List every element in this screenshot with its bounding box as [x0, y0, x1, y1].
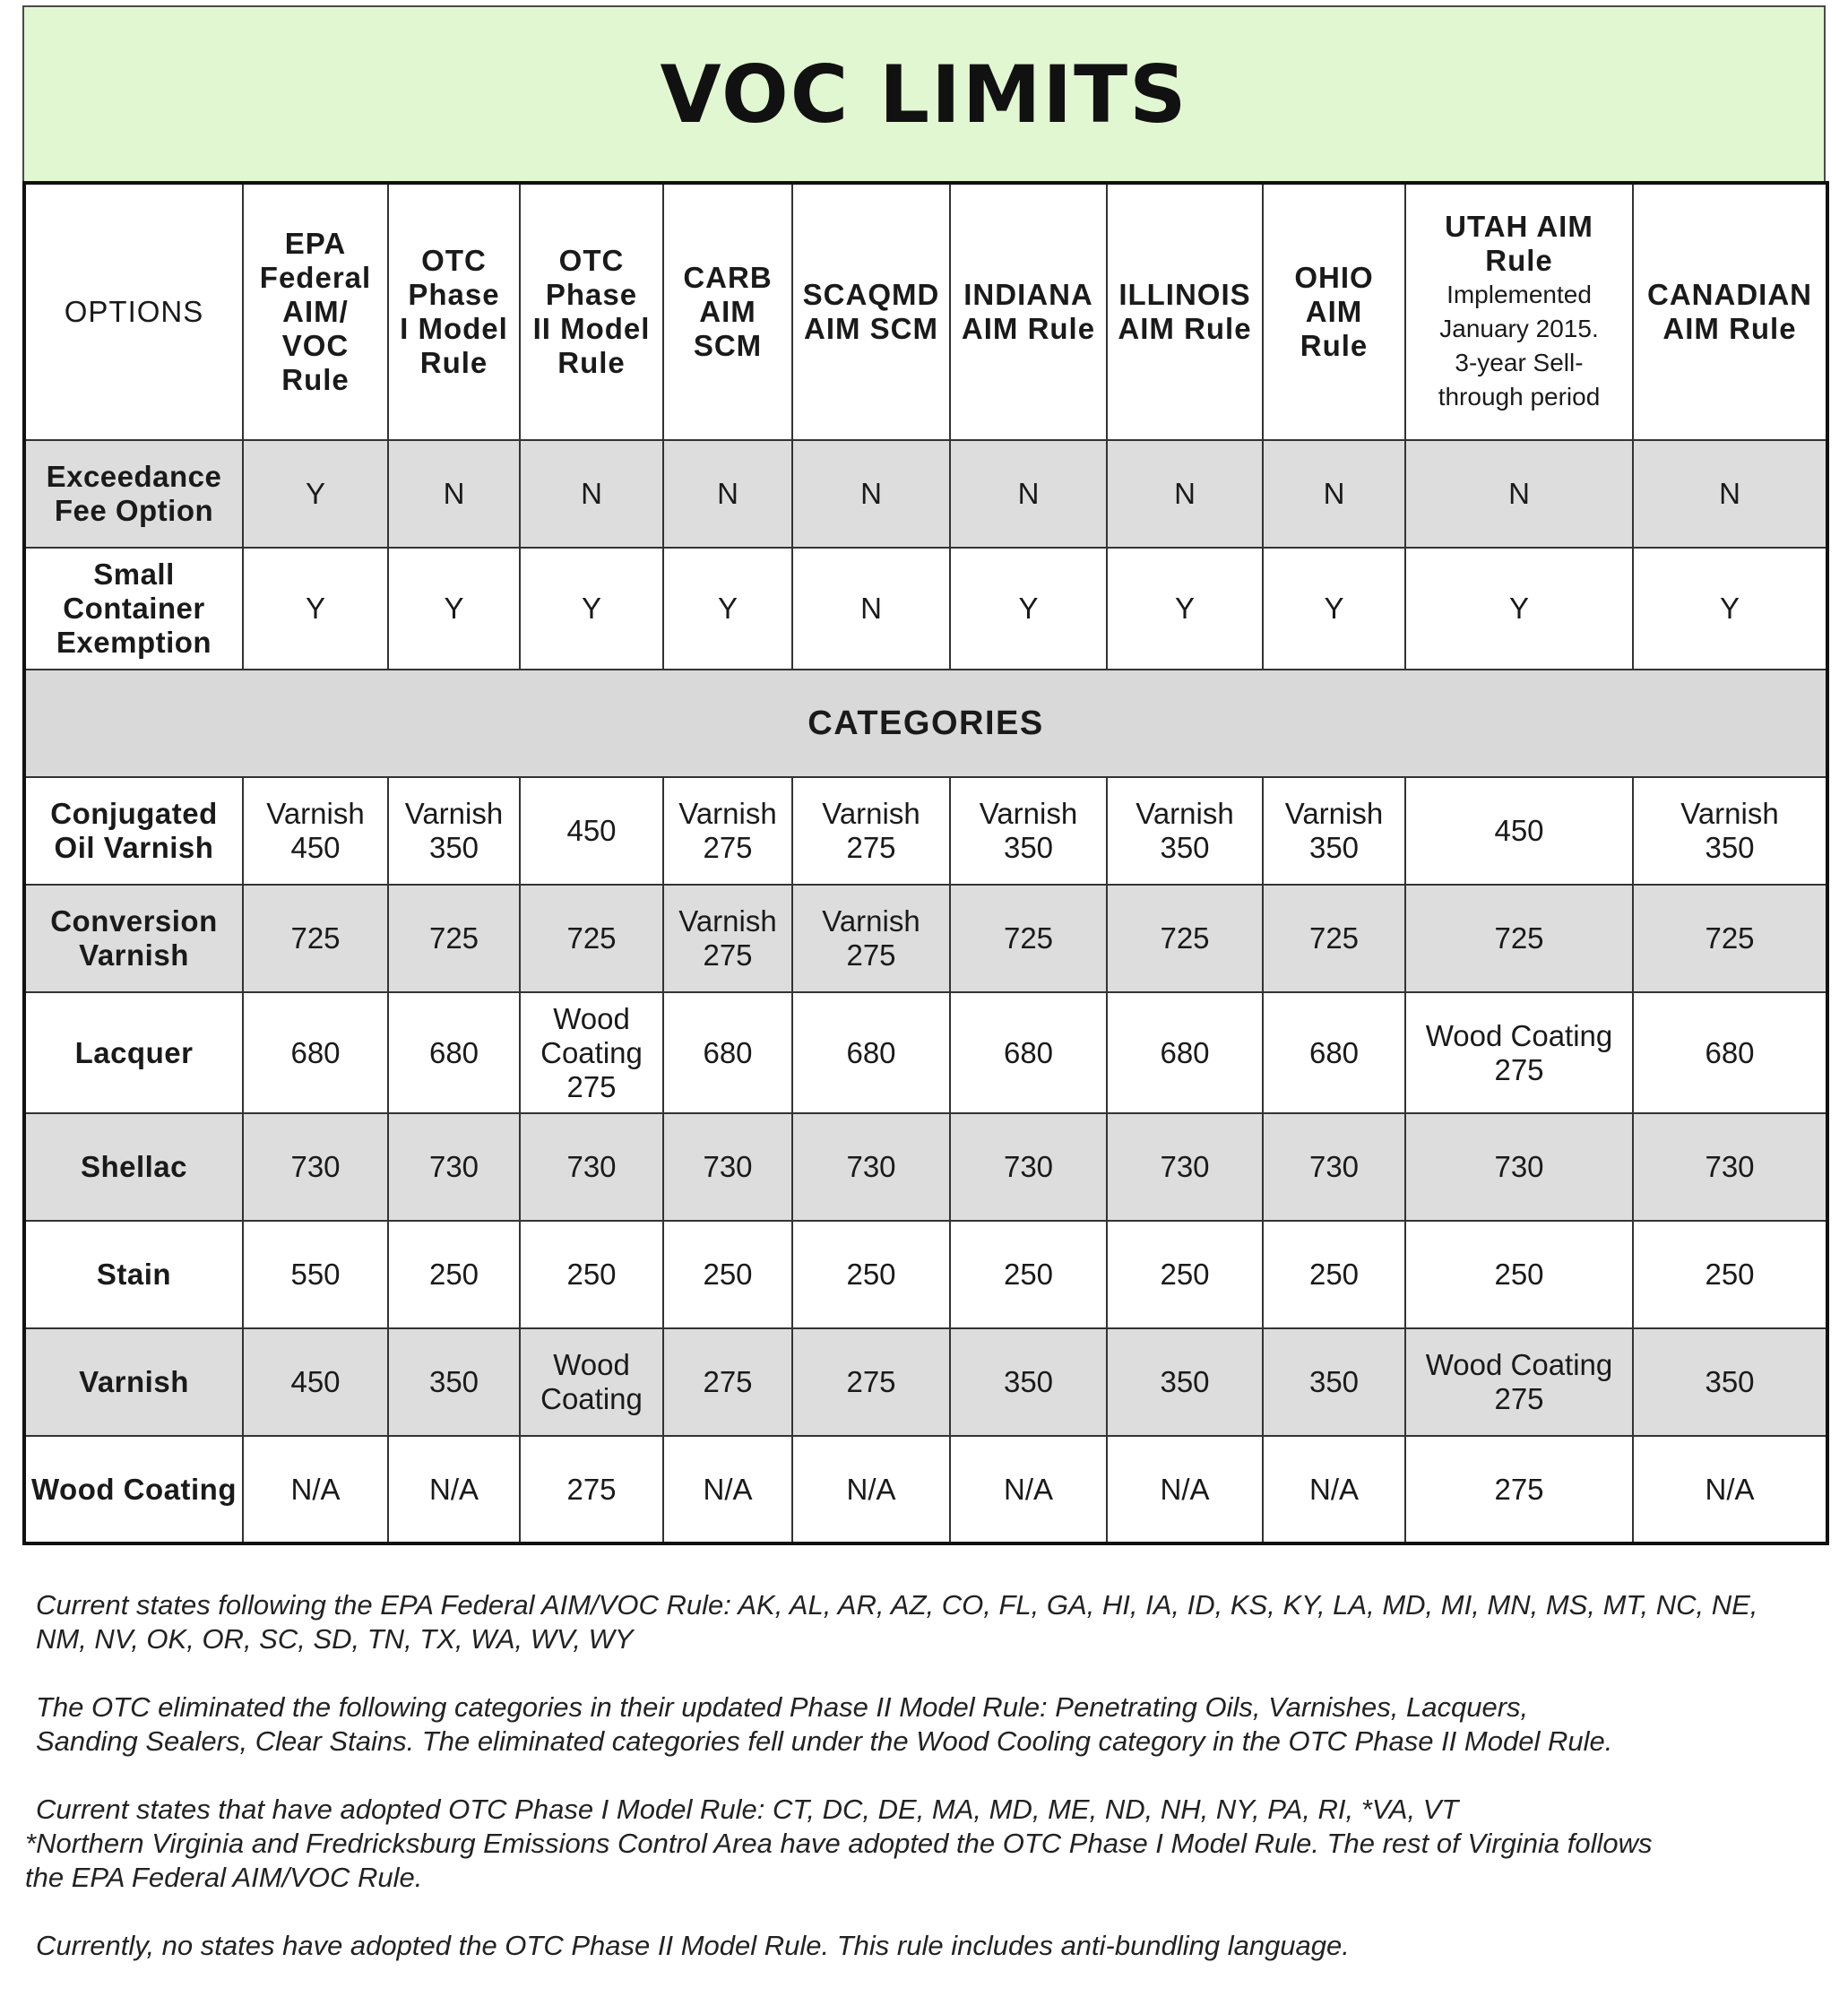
- cell-value: N/A: [1705, 1472, 1755, 1506]
- cell-value: 250: [428, 1258, 479, 1291]
- cell-value: 275: [566, 1472, 617, 1506]
- cell-value: 725: [290, 921, 341, 955]
- cell-value: 730: [566, 1150, 617, 1183]
- table-cell: [663, 440, 792, 548]
- categories-header: CATEGORIES: [24, 670, 1827, 777]
- cell-value: Y: [1174, 592, 1195, 625]
- category-row-lacquer: [24, 992, 1827, 1113]
- cell-value: Y: [717, 592, 738, 625]
- cell-value: Y: [1324, 592, 1344, 625]
- option-row-small-container: [24, 548, 1827, 670]
- column-header: [388, 183, 520, 440]
- table-cell: [243, 885, 388, 992]
- table-cell: [1263, 992, 1405, 1113]
- page-title: VOC LIMITS: [660, 48, 1188, 141]
- column-header: [950, 183, 1107, 440]
- cell-value: Y: [305, 592, 325, 625]
- table-cell: [1405, 1328, 1633, 1436]
- cell-value: N: [717, 477, 738, 510]
- cell-value: 730: [290, 1150, 341, 1183]
- table-cell: [243, 777, 388, 885]
- table-cell: [1263, 1221, 1405, 1328]
- column-header-title: OHIO AIM Rule: [1294, 261, 1374, 362]
- table-cell: [1107, 548, 1263, 670]
- note-otc-phase-2-eliminated: The OTC eliminated the following categories in their updated Phase II Model Rule: Penetrating Oils, Varnishes, Lacquers, Sanding Sealers, Clear Stains. The eliminated categories fell under the Wood Cooling category in the OTC Phase II Model Rule.: [36, 1691, 1613, 1757]
- cell-value: 730: [428, 1150, 479, 1183]
- cell-value: N: [1174, 477, 1196, 510]
- cell-value: 725: [1494, 921, 1544, 955]
- table-cell: [950, 777, 1107, 885]
- cell-value: Varnish 275: [822, 904, 920, 972]
- cell-value: Varnish 275: [678, 797, 777, 864]
- table-cell: [663, 1221, 792, 1328]
- option-row-exceedance-fee: [24, 440, 1827, 548]
- table-cell: [792, 992, 950, 1113]
- table-cell: [520, 1113, 663, 1221]
- cell-value: Varnish 350: [1136, 797, 1234, 864]
- cell-value: Y: [1018, 592, 1039, 625]
- cell-value: N: [443, 477, 465, 510]
- cell-value: N/A: [703, 1472, 753, 1506]
- cell-value: 730: [1003, 1150, 1054, 1183]
- cell-value: 730: [1160, 1150, 1210, 1183]
- table-cell: [663, 885, 792, 992]
- voc-limits-table: [22, 181, 1829, 1545]
- cell-value: 350: [1160, 1365, 1210, 1398]
- table-cell: [1107, 1436, 1263, 1543]
- cell-value: 730: [703, 1150, 753, 1183]
- cell-value: Varnish 350: [979, 797, 1078, 864]
- table-cell: [950, 548, 1107, 670]
- column-header-title: OTC Phase I Model Rule: [400, 244, 508, 379]
- table-cell: [950, 1328, 1107, 1436]
- cell-value: 250: [1308, 1258, 1360, 1291]
- table-cell: [1633, 1221, 1827, 1328]
- column-header: [520, 183, 663, 440]
- cell-value: 275: [1494, 1472, 1544, 1506]
- cell-value: Y: [305, 477, 325, 510]
- table-cell: [243, 548, 388, 670]
- cell-value: N/A: [1160, 1472, 1210, 1506]
- table-cell: [388, 1436, 520, 1543]
- table-cell: [1405, 885, 1633, 992]
- table-cell: [1633, 885, 1827, 992]
- column-header-title: OTC Phase II Model Rule: [532, 244, 651, 379]
- cell-value: 550: [290, 1258, 341, 1291]
- table-cell: [243, 1113, 388, 1221]
- categories-header-row: [24, 670, 1827, 777]
- header-row: [24, 183, 1827, 440]
- table-cell: [1405, 1436, 1633, 1543]
- cell-value: 680: [1003, 1035, 1054, 1069]
- row-label: [24, 548, 243, 670]
- cell-value: Y: [1508, 592, 1529, 625]
- row-label-text: Wood Coating: [30, 1472, 237, 1506]
- table-cell: [663, 1436, 792, 1543]
- table-cell: [243, 992, 388, 1113]
- table-cell: [1633, 1328, 1827, 1436]
- cell-value: N: [1323, 477, 1345, 510]
- table-cell: [792, 1328, 950, 1436]
- cell-value: Wood Coating 275: [1425, 1018, 1613, 1086]
- cell-value: N: [1508, 477, 1530, 510]
- table-cell: [520, 992, 663, 1113]
- table-cell: [1263, 1328, 1405, 1436]
- column-header: [243, 183, 388, 440]
- cell-value: Wood Coating 275: [1425, 1348, 1613, 1415]
- row-label-text: Lacquer: [74, 1035, 194, 1069]
- cell-value: 730: [1494, 1150, 1544, 1183]
- category-row-conversion-varnish: [24, 885, 1827, 992]
- category-row-varnish: [24, 1328, 1827, 1436]
- column-header: [663, 183, 792, 440]
- row-label-text: Conjugated Oil Varnish: [50, 797, 218, 864]
- table-cell: [792, 1113, 950, 1221]
- cell-value: Varnish 275: [822, 797, 920, 864]
- table-cell: [243, 440, 388, 548]
- table-cell: [1633, 1436, 1827, 1543]
- table-cell: [243, 1436, 388, 1543]
- table-cell: [388, 1113, 520, 1221]
- cell-value: Varnish 450: [266, 797, 365, 864]
- row-label: [24, 1328, 243, 1436]
- column-header-title: EPA Federal AIM/ VOC Rule: [259, 227, 372, 396]
- cell-value: 680: [428, 1035, 479, 1069]
- table-cell: [388, 548, 520, 670]
- category-row-shellac: [24, 1113, 1827, 1221]
- row-label: [24, 777, 243, 885]
- table-cell: [950, 992, 1107, 1113]
- column-header-title: SCAQMD AIM SCM: [802, 278, 940, 345]
- table-cell: [388, 992, 520, 1113]
- table-cell: [1107, 992, 1263, 1113]
- table-cell: [520, 1221, 663, 1328]
- table-cell: [1405, 1113, 1633, 1221]
- column-header-title: CARB AIM SCM: [683, 261, 773, 362]
- table-cell: [1405, 548, 1633, 670]
- row-label: [24, 992, 243, 1113]
- cell-value: 730: [846, 1150, 896, 1183]
- footnotes: [22, 1588, 1826, 1997]
- table-cell: [1107, 1113, 1263, 1221]
- row-label: [24, 1436, 243, 1543]
- note-otc-phase-1-states: Current states that have adopted OTC Phase I Model Rule: CT, DC, DE, MA, MD, ME, ND, NH, NY, PA, RI, *VA, VT: [36, 1794, 1459, 1825]
- table-cell: [1263, 1113, 1405, 1221]
- cell-value: 250: [1705, 1258, 1755, 1291]
- cell-value: Y: [1719, 592, 1740, 625]
- table-cell: [1633, 777, 1827, 885]
- table-cell: [388, 1221, 520, 1328]
- table-cell: [243, 1328, 388, 1436]
- cell-value: N/A: [846, 1472, 896, 1506]
- cell-value: 680: [703, 1035, 753, 1069]
- category-row-stain: [24, 1221, 1827, 1328]
- cell-value: 450: [290, 1365, 341, 1398]
- table-cell: [663, 992, 792, 1113]
- cell-value: 725: [1160, 921, 1210, 955]
- cell-value: N: [1719, 477, 1740, 510]
- table-cell: [520, 777, 663, 885]
- column-header-note: Implemented January 2015. 3-year Sell- through period: [1438, 281, 1601, 411]
- cell-value: 350: [428, 1365, 479, 1398]
- cell-value: Varnish 350: [404, 797, 504, 864]
- cell-value: N: [860, 477, 882, 510]
- cell-value: 250: [703, 1258, 753, 1291]
- cell-value: 680: [290, 1035, 341, 1069]
- column-header-title: CANADIAN AIM Rule: [1647, 278, 1812, 345]
- table-cell: [520, 885, 663, 992]
- table-cell: [520, 1328, 663, 1436]
- cell-value: 250: [1003, 1258, 1054, 1291]
- cell-value: 450: [1494, 814, 1544, 847]
- table-cell: [792, 777, 950, 885]
- options-header: [24, 183, 243, 440]
- cell-value: Varnish 350: [1284, 797, 1384, 864]
- table-cell: [1107, 777, 1263, 885]
- note-epa-states: Current states following the EPA Federal AIM/VOC Rule: AK, AL, AR, AZ, CO, FL, GA, HI, IA, ID, KS, KY, LA, MD, MI, MN, MS, MT, NC, NE, NM, NV, OK, OR, SC, SD, TN, TX, WA, WV, WY: [36, 1589, 1758, 1655]
- table-cell: [950, 1221, 1107, 1328]
- table-cell: [792, 1221, 950, 1328]
- cell-value: 730: [1705, 1150, 1755, 1183]
- column-header-title: INDIANA AIM Rule: [961, 278, 1096, 345]
- cell-value: 725: [1308, 921, 1360, 955]
- cell-value: N/A: [290, 1472, 341, 1506]
- table-cell: [1405, 777, 1633, 885]
- cell-value: Wood Coating: [540, 1348, 643, 1415]
- table-cell: [1633, 992, 1827, 1113]
- table-cell: [1633, 440, 1827, 548]
- row-label: [24, 440, 243, 548]
- cell-value: Y: [444, 592, 464, 625]
- table-cell: [388, 440, 520, 548]
- cell-value: 680: [846, 1035, 896, 1069]
- row-label: [24, 1113, 243, 1221]
- table-cell: [243, 1221, 388, 1328]
- row-label-text: Varnish: [79, 1365, 189, 1398]
- table-cell: [663, 1113, 792, 1221]
- cell-value: 725: [428, 921, 479, 955]
- cell-value: N: [860, 592, 882, 625]
- category-row-wood-coating: [24, 1436, 1827, 1543]
- cell-value: 250: [846, 1258, 896, 1291]
- table-cell: [1107, 885, 1263, 992]
- row-label-text: Shellac: [80, 1150, 188, 1183]
- table-cell: [1263, 1436, 1405, 1543]
- column-header: [1107, 183, 1263, 440]
- row-label-text: Small Container Exemption: [56, 558, 212, 659]
- cell-value: 250: [1160, 1258, 1210, 1291]
- row-label-text: Conversion Varnish: [50, 904, 218, 972]
- table-cell: [950, 1436, 1107, 1543]
- cell-value: 350: [1003, 1365, 1054, 1398]
- table-cell: [792, 440, 950, 548]
- table-cell: [663, 548, 792, 670]
- table-cell: [1263, 777, 1405, 885]
- table-cell: [1405, 440, 1633, 548]
- note-virginia: *Northern Virginia and Fredricksburg Emissions Control Area have adopted the OTC Phase I Model Rule. The rest of Virginia follows the EPA Federal AIM/VOC Rule.: [25, 1828, 1653, 1893]
- table-cell: [792, 885, 950, 992]
- cell-value: 275: [703, 1365, 753, 1398]
- cell-value: 680: [1308, 1035, 1360, 1069]
- table-cell: [1633, 548, 1827, 670]
- table-cell: [950, 885, 1107, 992]
- table-cell: [520, 548, 663, 670]
- table-cell: [388, 885, 520, 992]
- table-cell: [520, 1436, 663, 1543]
- row-label: [24, 885, 243, 992]
- column-header-title: ILLINOIS AIM Rule: [1118, 278, 1252, 345]
- cell-value: 730: [1308, 1150, 1360, 1183]
- cell-value: 450: [566, 814, 617, 847]
- title-banner: [22, 5, 1826, 181]
- row-label-text: Exceedance Fee Option: [46, 460, 222, 527]
- cell-value: 350: [1705, 1365, 1755, 1398]
- table-cell: [1263, 440, 1405, 548]
- category-row-conjugated-oil-varnish: [24, 777, 1827, 885]
- table-cell: [1107, 440, 1263, 548]
- table-cell: [1633, 1113, 1827, 1221]
- table-cell: [388, 1328, 520, 1436]
- cell-value: 680: [1160, 1035, 1210, 1069]
- table-cell: [792, 1436, 950, 1543]
- cell-value: 725: [1003, 921, 1054, 955]
- options-header-label: OPTIONS: [64, 295, 204, 328]
- cell-value: Y: [581, 592, 601, 625]
- table-cell: [1405, 992, 1633, 1113]
- cell-value: N/A: [1003, 1472, 1053, 1506]
- table-cell: [792, 548, 950, 670]
- note-otc-phase-2-adoption: Currently, no states have adopted the OTC Phase II Model Rule. This rule includes anti-bundling language.: [36, 1930, 1350, 1961]
- row-label-text: Stain: [96, 1258, 172, 1291]
- table-cell: [1107, 1328, 1263, 1436]
- column-header: [792, 183, 950, 440]
- cell-value: 275: [846, 1365, 896, 1398]
- table-cell: [950, 440, 1107, 548]
- cell-value: Varnish 350: [1680, 797, 1779, 864]
- cell-value: 250: [1494, 1258, 1544, 1291]
- column-header: [1633, 183, 1827, 440]
- table-cell: [1263, 885, 1405, 992]
- cell-value: Wood Coating 275: [540, 1001, 643, 1103]
- cell-value: 725: [1705, 921, 1755, 955]
- cell-value: 725: [566, 921, 617, 955]
- cell-value: 680: [1705, 1035, 1755, 1069]
- cell-value: N: [1017, 477, 1040, 510]
- cell-value: N: [581, 477, 602, 510]
- table-cell: [388, 777, 520, 885]
- cell-value: Varnish 275: [678, 904, 777, 972]
- table-cell: [950, 1113, 1107, 1221]
- cell-value: N/A: [428, 1472, 479, 1506]
- table-cell: [663, 1328, 792, 1436]
- cell-value: 350: [1308, 1365, 1360, 1398]
- row-label: [24, 1221, 243, 1328]
- table-cell: [1405, 1221, 1633, 1328]
- column-header-title: UTAH AIM Rule: [1445, 210, 1593, 277]
- column-header: [1405, 183, 1633, 440]
- table-cell: [1263, 548, 1405, 670]
- table-cell: [1107, 1221, 1263, 1328]
- voc-limits-sheet: [22, 5, 1826, 1545]
- table-cell: [663, 777, 792, 885]
- cell-value: N/A: [1308, 1472, 1359, 1506]
- cell-value: 250: [566, 1258, 617, 1291]
- column-header: [1263, 183, 1405, 440]
- table-cell: [520, 440, 663, 548]
